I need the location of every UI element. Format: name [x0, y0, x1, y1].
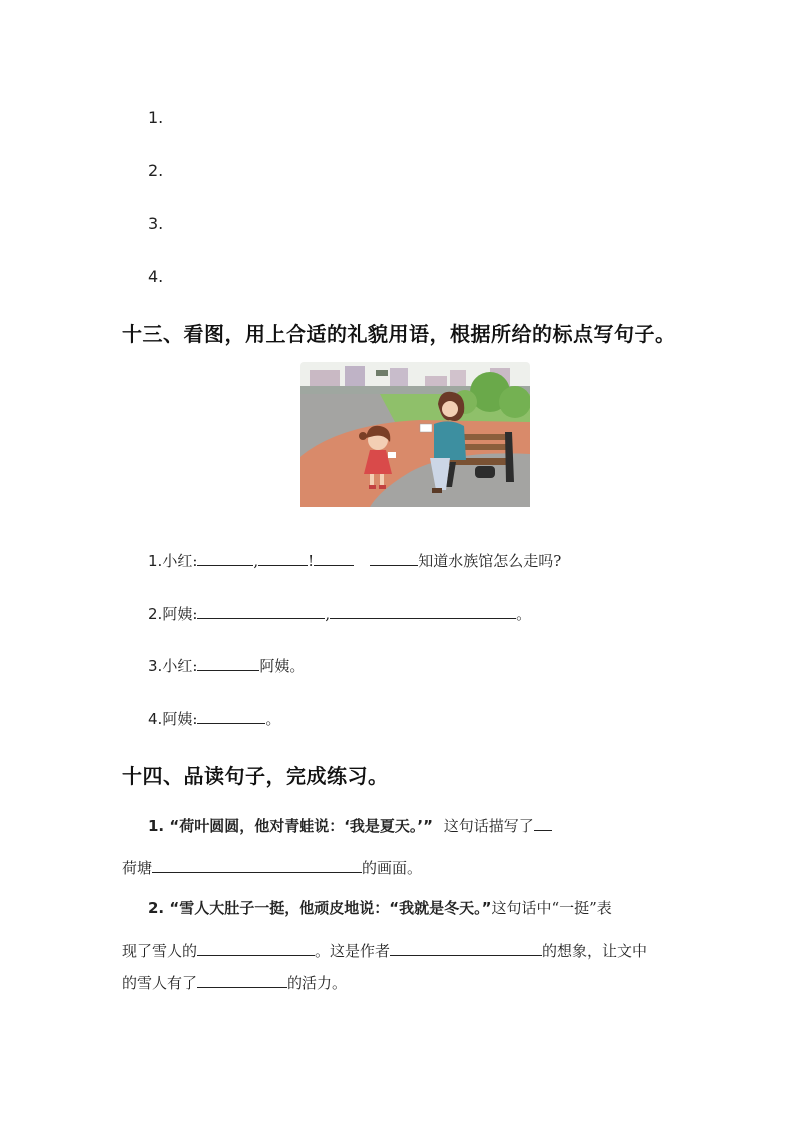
- section-13-q2: [148, 603, 531, 624]
- girl-shoe: [369, 485, 376, 489]
- q3-tail: 阿姨。: [259, 657, 305, 675]
- answer-blank[interactable]: [390, 941, 542, 956]
- answer-blank[interactable]: [197, 709, 265, 724]
- answer-blank[interactable]: [534, 816, 552, 831]
- paper-held: [420, 424, 432, 432]
- q4-end: 。: [265, 710, 281, 728]
- section-13-heading: 十三、看图，用上合适的礼貌用语，根据所给的标点写句子。: [122, 322, 676, 346]
- q4-number: 4.: [148, 710, 163, 728]
- answer-blank[interactable]: [152, 858, 362, 873]
- q3-number: 3.: [148, 657, 163, 675]
- q2-number: 2.: [148, 605, 163, 623]
- answer-blank[interactable]: [314, 551, 354, 566]
- answer-blank[interactable]: [330, 604, 516, 619]
- woman-shoes: [432, 488, 442, 493]
- list-number-2: 2.: [148, 161, 164, 180]
- q1-tail: 这句话描写了: [443, 817, 534, 835]
- q2-quote: 2. “雪人大肚子一挺，他顽皮地说：“我就是冬天。”: [148, 899, 492, 917]
- q4-speaker: 阿姨:: [162, 710, 198, 728]
- section-13-q3: [148, 655, 304, 676]
- building: [310, 370, 340, 388]
- answer-blank[interactable]: [370, 551, 418, 566]
- q1-speaker: 小红:: [162, 552, 198, 570]
- list-number-4: 4.: [148, 267, 164, 286]
- section-14-q2-line3: [122, 972, 347, 993]
- q2-speaker: 阿姨:: [162, 605, 198, 623]
- section-13-q1: [148, 550, 561, 571]
- list-number-1: 1.: [148, 108, 164, 127]
- park-bench-illustration: [300, 362, 530, 507]
- girl-hand: [388, 452, 396, 458]
- q1-line2-end: 的画面。: [362, 859, 423, 877]
- girl-leg: [380, 474, 384, 486]
- section-14-q2-line1: [148, 897, 612, 918]
- answer-blank[interactable]: [197, 941, 315, 956]
- q3-speaker: 小红:: [162, 657, 198, 675]
- q2-end: 。: [516, 605, 532, 623]
- answer-blank[interactable]: [197, 656, 259, 671]
- q2-line3-start: 的雪人有了: [122, 974, 198, 992]
- section-14-q2-line2: [122, 940, 647, 961]
- girl-pigtail: [359, 432, 367, 440]
- q2-line3-end: 的活力。: [287, 974, 348, 992]
- tree: [499, 386, 530, 418]
- answer-blank[interactable]: [197, 551, 253, 566]
- woman-face-front: [442, 401, 458, 417]
- q1-tail: 知道水族馆怎么走吗?: [418, 552, 562, 570]
- girl-shoe: [379, 485, 386, 489]
- q2-line2-start: 现了雪人的: [122, 942, 198, 960]
- q1-quote: 1. “荷叶圆圆，他对青蛙说：‘我是夏天。’”: [148, 817, 433, 835]
- woman-top: [434, 421, 466, 460]
- q2-line2-mid: 。这是作者: [315, 942, 391, 960]
- section-13-q4: [148, 708, 280, 729]
- bench-armrest: [475, 466, 495, 478]
- street-sign: [376, 370, 388, 376]
- q1-punct-exclaim: !: [308, 552, 315, 570]
- section-14-q1-line2: [122, 857, 422, 878]
- answer-blank[interactable]: [258, 551, 308, 566]
- section-14-q1-line1: [148, 815, 552, 836]
- girl-leg: [370, 474, 374, 486]
- list-number-3: 3.: [148, 214, 164, 233]
- illustration-svg: [300, 362, 530, 507]
- building: [390, 368, 408, 388]
- building: [450, 370, 466, 388]
- q1-punct-comma: ,: [253, 552, 259, 570]
- q2-punct-comma: ,: [325, 605, 331, 623]
- q2-tail: 这句话中“一挺”表: [491, 899, 612, 917]
- q1-line2-start: 荷塘: [122, 859, 153, 877]
- building: [345, 366, 365, 388]
- section-14-heading: 十四、品读句子，完成练习。: [122, 764, 389, 788]
- answer-blank[interactable]: [197, 604, 325, 619]
- q2-line2-end: 的想象，让文中: [542, 942, 648, 960]
- answer-blank[interactable]: [197, 973, 287, 988]
- q1-number: 1.: [148, 552, 163, 570]
